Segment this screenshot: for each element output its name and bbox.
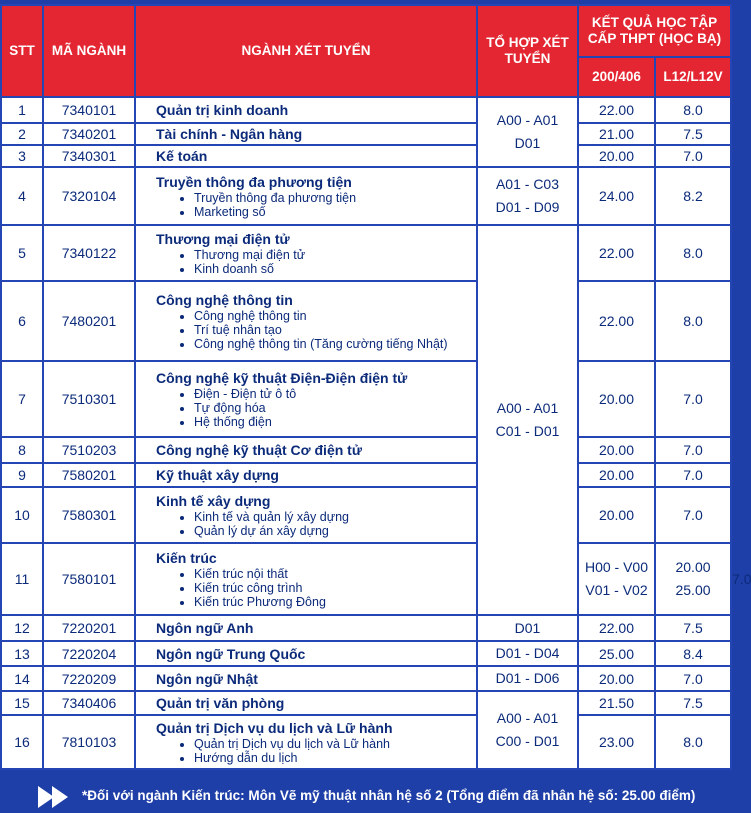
table-row bbox=[1, 691, 731, 715]
table-row bbox=[1, 97, 731, 123]
score-200-406-cell: 20.00 bbox=[578, 361, 655, 437]
sub-major-item: • Trí tuệ nhân tạo bbox=[194, 323, 476, 337]
nganh-name: Quản trị Dịch vụ du lịch và Lữ hành bbox=[156, 719, 393, 736]
nganh-name: Kế toán bbox=[156, 148, 208, 164]
score-l12-cell: 7.5 bbox=[655, 615, 731, 641]
score-l12-cell: 7.0 bbox=[655, 437, 731, 463]
ma-nganh-cell: 7340301 bbox=[43, 145, 135, 167]
nganh-cell bbox=[135, 145, 477, 167]
sub-major-item: • Kinh tế và quản lý xây dựng bbox=[194, 510, 476, 524]
sub-major-list bbox=[156, 248, 476, 276]
to-hop-line: D01 - D06 bbox=[495, 670, 560, 686]
nganh-cell bbox=[135, 281, 477, 361]
footer-note bbox=[0, 779, 730, 813]
nganh-cell bbox=[135, 437, 477, 463]
sub-major-list bbox=[156, 510, 476, 538]
nganh-cell bbox=[135, 543, 477, 615]
score-l12-cell: 8.4 bbox=[655, 641, 731, 666]
sub-major-list bbox=[156, 387, 476, 429]
nganh-name: Quản trị văn phòng bbox=[156, 695, 285, 711]
nganh-cell bbox=[135, 691, 477, 715]
table-row bbox=[1, 715, 731, 769]
to-hop-line: D01 - D04 bbox=[495, 645, 560, 661]
stt-cell: 2 bbox=[1, 123, 43, 145]
nganh-name: Tài chính - Ngân hàng bbox=[156, 126, 303, 142]
score-l12-cell: 8.0 bbox=[655, 97, 731, 123]
sub-major-item: • Tự động hóa bbox=[194, 401, 476, 415]
sub-major-item: • Kiến trúc Phương Đông bbox=[194, 595, 476, 609]
to-hop-cell bbox=[477, 167, 578, 225]
score-200-406-cell: 20.00 bbox=[578, 145, 655, 167]
score-l12-cell: 7.0 bbox=[655, 666, 731, 691]
nganh-cell bbox=[135, 361, 477, 437]
score-200-406-cell: 22.00 bbox=[578, 225, 655, 281]
sub-major-list bbox=[156, 191, 476, 219]
nganh-name: Kinh tế xây dựng bbox=[156, 492, 271, 509]
header-nganh: NGÀNH XÉT TUYỂN bbox=[135, 5, 477, 97]
sub-major-item: • Công nghệ thông tin bbox=[194, 309, 476, 323]
nganh-name: Công nghệ thông tin bbox=[156, 291, 293, 308]
table-body bbox=[1, 97, 751, 769]
nganh-cell bbox=[135, 615, 477, 641]
score-l12-cell: 7.0 bbox=[655, 145, 731, 167]
nganh-name: Kiến trúc bbox=[156, 549, 217, 566]
score-l12-cell: 8.0 bbox=[655, 225, 731, 281]
header-200-406: 200/406 bbox=[578, 57, 655, 97]
sub-major-list bbox=[156, 737, 476, 765]
nganh-cell bbox=[135, 167, 477, 225]
nganh-name: Ngôn ngữ Trung Quốc bbox=[156, 645, 306, 662]
to-hop-line: A00 - A01 bbox=[496, 400, 559, 416]
stt-cell: 8 bbox=[1, 437, 43, 463]
table-row bbox=[1, 361, 731, 437]
header-row bbox=[1, 5, 731, 57]
to-hop-line: D01 bbox=[514, 619, 541, 636]
stt-cell: 5 bbox=[1, 225, 43, 281]
sub-major-item: • Kiến trúc nội thất bbox=[194, 567, 476, 581]
nganh-name: Công nghệ kỹ thuật Điện-Điện điện tử bbox=[156, 369, 408, 386]
score-200-406-cell: 21.50 bbox=[578, 691, 655, 715]
score-200-406-cell: 20.00 bbox=[578, 463, 655, 487]
score-200-406-cell: 22.00 bbox=[578, 97, 655, 123]
nganh-cell bbox=[135, 463, 477, 487]
ma-nganh-cell: 7580101 bbox=[43, 543, 135, 615]
to-hop-line: H00 - V00 bbox=[584, 559, 649, 575]
nganh-name: Công nghệ kỹ thuật Cơ điện tử bbox=[156, 442, 362, 458]
nganh-name: Ngôn ngữ Anh bbox=[156, 620, 254, 636]
sub-major-item: • Kiến trúc công trình bbox=[194, 581, 476, 595]
nganh-cell bbox=[135, 715, 477, 769]
table-row bbox=[1, 641, 731, 666]
score-l12-cell: 8.0 bbox=[655, 281, 731, 361]
stt-cell: 3 bbox=[1, 145, 43, 167]
sub-major-list bbox=[156, 567, 476, 609]
sub-major-item: • Kinh doanh số bbox=[194, 262, 476, 276]
stt-cell: 10 bbox=[1, 487, 43, 543]
ma-nganh-cell: 7340406 bbox=[43, 691, 135, 715]
to-hop-line: A00 - A01 bbox=[496, 710, 559, 726]
stt-cell: 14 bbox=[1, 666, 43, 691]
sub-major-list bbox=[156, 309, 476, 351]
nganh-name: Thương mại điện tử bbox=[156, 230, 290, 247]
stt-cell: 11 bbox=[1, 543, 43, 615]
header-ket-qua: KẾT QUẢ HỌC TẬP CẤP THPT (HỌC BẠ) bbox=[578, 5, 731, 57]
ma-nganh-cell: 7220201 bbox=[43, 615, 135, 641]
sub-major-item: • Hướng dẫn du lịch bbox=[194, 751, 476, 765]
nganh-name: Kỹ thuật xây dựng bbox=[156, 467, 279, 483]
score-l12-cell: 7.0 bbox=[655, 463, 731, 487]
sub-major-item: • Truyền thông đa phương tiện bbox=[194, 191, 476, 205]
score-200-406-cell bbox=[655, 543, 731, 615]
sub-major-item: • Điện - Điện tử ô tô bbox=[194, 387, 476, 401]
table-row bbox=[1, 463, 731, 487]
to-hop-cell bbox=[477, 666, 578, 691]
score-200-406-cell: 20.00 bbox=[578, 487, 655, 543]
score-200-406-cell: 21.00 bbox=[578, 123, 655, 145]
to-hop-line: A00 - A01 bbox=[496, 112, 559, 128]
table-row: 11 7580101 Kiến trúc • Kiến trúc nội thất • Kiến trúc công trình • Kiến trúc Phương Đông H00 - V00 V01 - V02 20.00 25.00 7.0 bbox=[1, 543, 731, 615]
score-l12-cell: 8.0 bbox=[655, 715, 731, 769]
stt-cell: 12 bbox=[1, 615, 43, 641]
to-hop-line: V01 - V02 bbox=[585, 582, 648, 598]
ma-nganh-cell: 7340101 bbox=[43, 97, 135, 123]
to-hop-cell bbox=[477, 97, 578, 167]
stt-cell: 7 bbox=[1, 361, 43, 437]
sub-major-item: • Quản lý dự án xây dựng bbox=[194, 524, 476, 538]
ma-nganh-cell: 7510301 bbox=[43, 361, 135, 437]
table-row bbox=[1, 666, 731, 691]
to-hop-line: D01 bbox=[514, 135, 541, 151]
sub-major-item: • Thương mại điện tử bbox=[194, 248, 476, 262]
ma-nganh-cell: 7320104 bbox=[43, 167, 135, 225]
nganh-cell bbox=[135, 641, 477, 666]
score-l12-cell: 7.5 bbox=[655, 123, 731, 145]
to-hop-line: A01 - C03 bbox=[495, 176, 560, 192]
score-l12-cell: 7.0 bbox=[655, 361, 731, 437]
table-row bbox=[1, 615, 731, 641]
table-row bbox=[1, 487, 731, 543]
ma-nganh-cell: 7580301 bbox=[43, 487, 135, 543]
header-l12: L12/L12V bbox=[655, 57, 731, 97]
to-hop-cell bbox=[578, 543, 655, 615]
table-row bbox=[1, 167, 731, 225]
nganh-cell bbox=[135, 487, 477, 543]
score-200-406-cell: 22.00 bbox=[578, 615, 655, 641]
double-chevron-right-icon bbox=[38, 786, 72, 808]
ma-nganh-cell: 7510203 bbox=[43, 437, 135, 463]
score-200-406-line: 20.00 bbox=[675, 559, 711, 575]
nganh-cell bbox=[135, 123, 477, 145]
table-row bbox=[1, 123, 731, 145]
nganh-cell bbox=[135, 97, 477, 123]
sub-major-item: • Marketing số bbox=[194, 205, 476, 219]
admission-table bbox=[0, 4, 751, 770]
to-hop-cell bbox=[477, 641, 578, 666]
table-row bbox=[1, 281, 731, 361]
ma-nganh-cell: 7580201 bbox=[43, 463, 135, 487]
score-200-406-cell: 22.00 bbox=[578, 281, 655, 361]
ma-nganh-cell: 7220209 bbox=[43, 666, 135, 691]
stt-cell: 15 bbox=[1, 691, 43, 715]
score-200-406-cell: 25.00 bbox=[578, 641, 655, 666]
score-200-406-line: 25.00 bbox=[675, 582, 711, 598]
to-hop-line: C00 - D01 bbox=[495, 733, 560, 749]
header-stt: STT bbox=[1, 5, 43, 97]
sub-major-item: • Công nghệ thông tin (Tăng cường tiếng Nhật) bbox=[194, 337, 476, 351]
nganh-cell bbox=[135, 666, 477, 691]
to-hop-line: C01 - D01 bbox=[495, 423, 560, 439]
score-200-406-cell: 20.00 bbox=[578, 666, 655, 691]
to-hop-cell bbox=[477, 615, 578, 641]
score-l12-cell: 8.2 bbox=[655, 167, 731, 225]
ma-nganh-cell: 7810103 bbox=[43, 715, 135, 769]
stt-cell: 1 bbox=[1, 97, 43, 123]
footer-note-text: *Đối với ngành Kiến trúc: Môn Vẽ mỹ thuật nhân hệ số 2 (Tổng điểm đã nhân hệ số: 25.00 điểm) bbox=[82, 788, 696, 803]
ma-nganh-cell: 7480201 bbox=[43, 281, 135, 361]
stt-cell: 6 bbox=[1, 281, 43, 361]
score-l12-cell: 7.0 bbox=[655, 487, 731, 543]
to-hop-line: D01 - D09 bbox=[495, 199, 560, 215]
stt-cell: 9 bbox=[1, 463, 43, 487]
stt-cell: 4 bbox=[1, 167, 43, 225]
stt-cell: 16 bbox=[1, 715, 43, 769]
table-row bbox=[1, 225, 731, 281]
header-ma-nganh: MÃ NGÀNH bbox=[43, 5, 135, 97]
nganh-name: Quản trị kinh doanh bbox=[156, 102, 289, 118]
ma-nganh-cell: 7220204 bbox=[43, 641, 135, 666]
table-row bbox=[1, 145, 731, 167]
score-200-406-cell: 20.00 bbox=[578, 437, 655, 463]
sub-major-item: • Hệ thống điện bbox=[194, 415, 476, 429]
nganh-name: Truyền thông đa phương tiện bbox=[156, 173, 352, 190]
score-200-406-cell: 23.00 bbox=[578, 715, 655, 769]
nganh-name: Ngôn ngữ Nhật bbox=[156, 670, 258, 687]
sub-major-item: • Quản trị Dịch vụ du lịch và Lữ hành bbox=[194, 737, 476, 751]
stt-cell: 13 bbox=[1, 641, 43, 666]
nganh-cell bbox=[135, 225, 477, 281]
ma-nganh-cell: 7340201 bbox=[43, 123, 135, 145]
score-l12-cell: 7.5 bbox=[655, 691, 731, 715]
ma-nganh-cell: 7340122 bbox=[43, 225, 135, 281]
to-hop-cell bbox=[477, 225, 578, 615]
table-row bbox=[1, 437, 731, 463]
to-hop-cell bbox=[477, 691, 578, 769]
score-200-406-cell: 24.00 bbox=[578, 167, 655, 225]
header-to-hop: TỔ HỢP XÉT TUYỂN bbox=[477, 5, 578, 97]
